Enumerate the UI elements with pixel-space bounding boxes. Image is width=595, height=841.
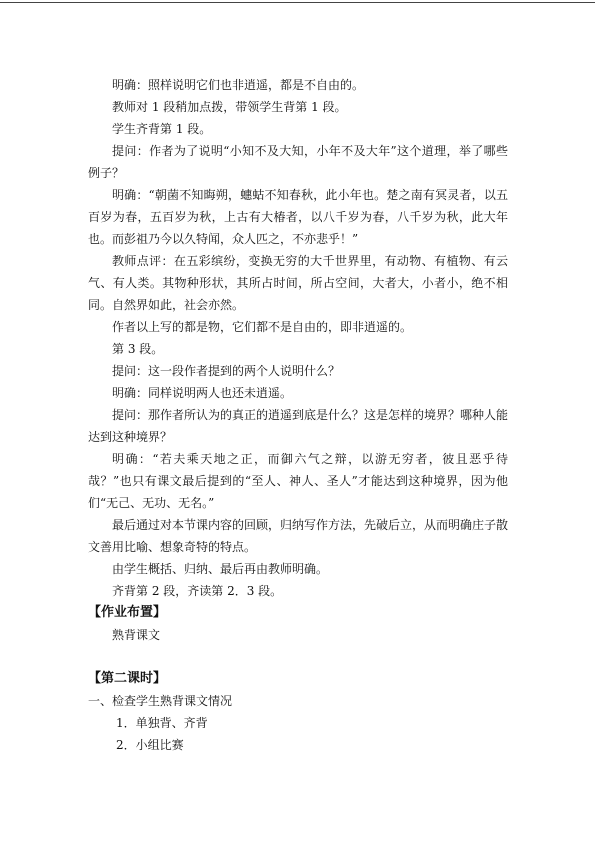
paragraph: 明确：同样说明两人也还未逍遥。 [112,386,293,400]
lesson2-subitem: 1．单独背、齐背 [116,716,208,730]
paragraph: 教师点评：在五彩缤纷，变换无穷的大千世界里，有动物、有植物、有云气、有人类。其物种形状，其所占时间，所占空间，大者大，小者小，绝不相同。自然界如此，社会亦然。 [88,254,508,312]
paragraph: 明确：“朝菌不知晦朔，蟪蛄不知春秋，此小年也。楚之南有冥灵者，以五百岁为春，五百岁为秋，上古有大椿者，以八千岁为春，八千岁为秋，此大年也。而彭祖乃今以久特闻，众人匹之，不亦悲乎！” [88,188,508,246]
lesson2-heading: 【第二课时】 [88,671,167,686]
paragraph: 明确：照样说明它们也非逍遥，都是不自由的。 [112,78,365,92]
paragraph: 由学生概括、归纳、最后再由教师明确。 [112,562,329,576]
paragraph: 学生齐背第 1 段。 [112,122,212,136]
paragraph: 最后通过对本节课内容的回顾，归纳写作方法，先破后立，从而明确庄子散文善用比喻、想象奇特的特点。 [88,518,509,554]
paragraph: 作者以上写的都是物，它们都不是自由的，即非逍遥的。 [112,320,413,334]
homework-text: 熟背课文 [112,628,161,642]
lesson2-subitem: 2．小组比赛 [116,738,184,752]
paragraph: 教师对 1 段稍加点拨，带领学生背第 1 段。 [112,100,347,114]
paragraph: 提问：那作者所认为的真正的逍遥到底是什么？这是怎样的境界？哪种人能达到这种境界？ [88,408,509,444]
homework-heading: 【作业布置】 [88,605,167,620]
paragraph: 齐背第 2 段，齐读第 2．3 段。 [112,584,283,598]
spacer [88,646,508,668]
document-body [88,74,508,756]
paragraph: 提问：这一段作者提到的两个人说明什么？ [112,364,341,378]
paragraph: 提问：作者为了说明“小知不及大知，小年不及大年”这个道理，举了哪些例子？ [88,144,508,180]
lesson2-item: 一、检查学生熟背课文情况 [88,694,233,708]
header-rule [0,2,595,3]
paragraph: 第 3 段。 [112,342,164,356]
paragraph: 明确：“若夫乘天地之正，而御六气之辩，以游无穷者，彼且恶乎待哉？”也只有课文最后提到的“至人、神人、圣人”才能达到这种境界，因为他们“无己、无功、无名。” [88,452,508,510]
